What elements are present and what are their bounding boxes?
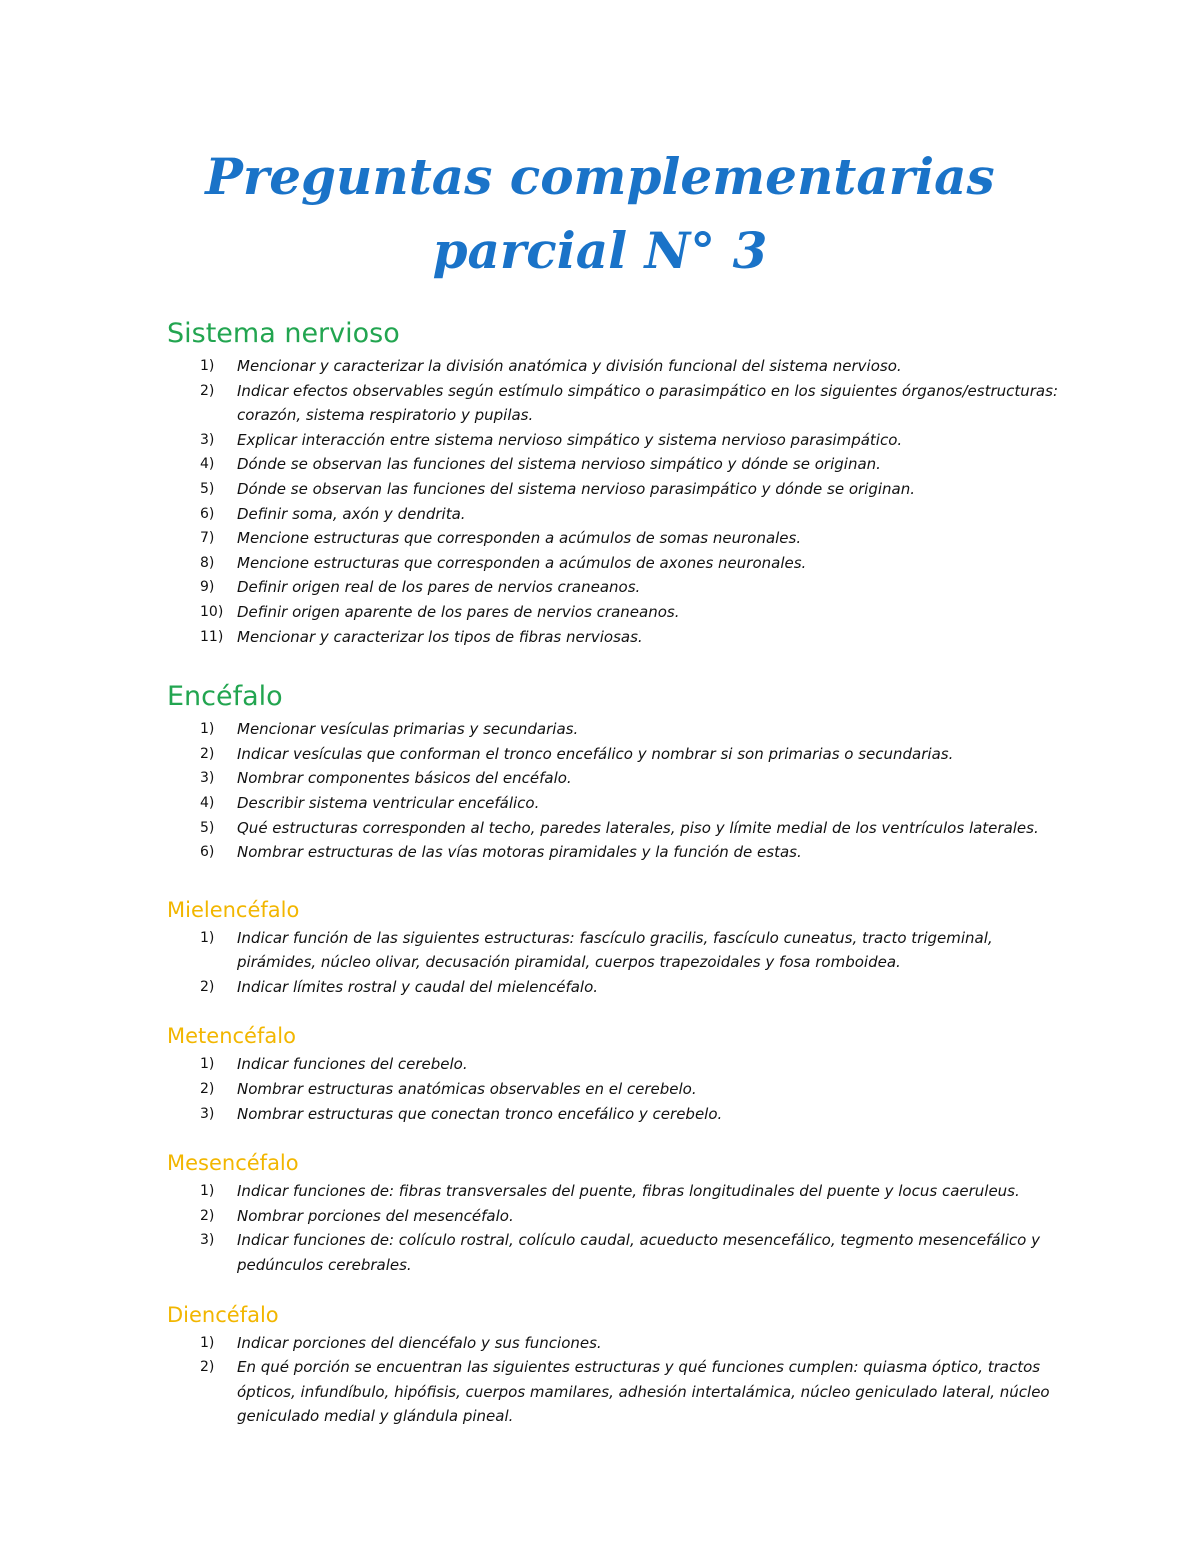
list-item (167, 354, 1067, 379)
section-encefalo (167, 679, 1067, 865)
list-item (167, 551, 1067, 576)
item-text: Dónde se observan las funciones del sistema nervioso simpático y dónde se originan. (237, 455, 881, 474)
document-content (167, 316, 1067, 1451)
list-item (167, 717, 1067, 742)
list-item (167, 791, 1067, 816)
section-heading: Mielencéfalo (167, 897, 300, 922)
question-list (167, 1331, 1067, 1429)
item-number: 2) (200, 1359, 215, 1376)
item-text: Definir soma, axón y dendrita. (237, 504, 466, 523)
item-text: Indicar funciones de: colículo rostral, colículo caudal, acueducto mesencefálico, tegmento mesencefálico y pedúnculos cerebrales. (237, 1231, 1040, 1275)
item-text: Explicar interacción entre sistema nervioso simpático y sistema nervioso parasimpático. (237, 430, 903, 449)
section-mielencefalo (167, 895, 1067, 1000)
item-text: Indicar límites rostral y caudal del mielencéfalo. (237, 977, 599, 996)
item-text: Indicar porciones del diencéfalo y sus funciones. (237, 1333, 602, 1352)
item-text: Nombrar porciones del mesencéfalo. (237, 1206, 514, 1225)
item-text: Mencione estructuras que corresponden a acúmulos de somas neuronales. (237, 529, 802, 548)
item-text: Qué estructuras corresponden al techo, paredes laterales, piso y límite medial de los ventrículos laterales. (237, 818, 1039, 837)
list-item (167, 1355, 1067, 1429)
item-text: Definir origen real de los pares de nervios craneanos. (237, 578, 641, 597)
item-number: 3) (200, 1232, 215, 1249)
list-item (167, 526, 1067, 551)
item-number: 1) (200, 1056, 215, 1073)
list-item (167, 1077, 1067, 1102)
item-number: 1) (200, 721, 215, 738)
item-number: 5) (200, 819, 215, 836)
list-item (167, 816, 1067, 841)
list-item (167, 452, 1067, 477)
list-item (167, 742, 1067, 767)
item-number: 6) (200, 844, 215, 861)
item-number: 3) (200, 431, 215, 448)
item-text: Mencionar y caracterizar los tipos de fibras nerviosas. (237, 627, 643, 646)
question-list (167, 1179, 1067, 1277)
list-item (167, 600, 1067, 625)
item-text: Mencionar y caracterizar la división anatómica y división funcional del sistema nervioso. (237, 357, 902, 375)
item-number: 4) (200, 456, 215, 473)
item-text: Indicar efectos observables según estímulo simpático o parasimpático en los siguientes órganos/estructuras: corazón, sistema respiratorio y pupilas. (237, 381, 1058, 425)
item-number: 2) (200, 1081, 215, 1098)
list-item (167, 1331, 1067, 1356)
section-heading: Diencéfalo (167, 1302, 279, 1327)
item-text: Indicar función de las siguientes estructuras: fascículo gracilis, fascículo cuneatus, tracto trigeminal, pirámides, núcleo olivar, decusación piramidal, cuerpos trapezoidales y fosa romboidea. (237, 928, 993, 972)
item-text: Nombrar estructuras que conectan tronco encefálico y cerebelo. (237, 1104, 723, 1123)
item-number: 1) (200, 1183, 215, 1200)
item-text: En qué porción se encuentran las siguientes estructuras y qué funciones cumplen: quiasma óptico, tractos ópticos, infundíbulo, hipófisis, cuerpos mamilares, adhesión intertalámica, núcleo geniculado lateral, núcleo geniculado medial y glándula pineal. (237, 1358, 1050, 1426)
list-item (167, 477, 1067, 502)
list-item (167, 1102, 1067, 1127)
list-item (167, 502, 1067, 527)
item-number: 9) (200, 579, 215, 596)
item-text: Mencionar vesículas primarias y secundarias. (237, 720, 579, 739)
item-number: 8) (200, 554, 215, 571)
list-item (167, 379, 1067, 428)
item-text: Dónde se observan las funciones del sistema nervioso parasimpático y dónde se originan. (237, 479, 915, 498)
item-number: 11) (200, 628, 224, 645)
section-heading: Mesencéfalo (167, 1151, 299, 1176)
item-text: Definir origen aparente de los pares de nervios craneanos. (237, 602, 680, 621)
item-number: 3) (200, 1105, 215, 1122)
item-number: 2) (200, 1207, 215, 1224)
section-diencefalo (167, 1300, 1067, 1429)
item-number: 2) (200, 745, 215, 762)
section-heading: Encéfalo (167, 681, 283, 713)
item-text: Nombrar estructuras anatómicas observables en el cerebelo. (237, 1080, 697, 1099)
list-item (167, 926, 1067, 975)
page-title-line-1: Preguntas complementarias (205, 147, 995, 206)
list-item (167, 766, 1067, 791)
list-item (167, 1228, 1067, 1277)
item-number: 1) (200, 929, 215, 946)
question-list (167, 926, 1067, 1000)
item-number: 1) (200, 1334, 215, 1351)
item-text: Nombrar estructuras de las vías motoras piramidales y la función de estas. (237, 843, 802, 862)
list-item (167, 975, 1067, 1000)
item-text: Indicar funciones de: fibras transversales del puente, fibras longitudinales del puente y locus caeruleus. (237, 1182, 1020, 1201)
item-number: 3) (200, 770, 215, 787)
list-item (167, 840, 1067, 865)
item-text: Nombrar componentes básicos del encéfalo. (237, 769, 572, 788)
section-sistema-nervioso (167, 316, 1067, 649)
item-number: 10) (200, 603, 224, 620)
section-metencefalo (167, 1021, 1067, 1126)
list-item (167, 625, 1067, 650)
list-item (167, 1179, 1067, 1204)
list-item (167, 575, 1067, 600)
item-number: 5) (200, 480, 215, 497)
item-text: Indicar vesículas que conforman el tronco encefálico y nombrar si son primarias o secundarias. (237, 744, 954, 763)
item-number: 6) (200, 505, 215, 522)
section-mesencefalo (167, 1148, 1067, 1277)
section-heading: Metencéfalo (167, 1024, 296, 1049)
question-list (167, 354, 1067, 649)
item-number: 7) (200, 530, 215, 547)
question-list (167, 1052, 1067, 1126)
item-text: Indicar funciones del cerebelo. (237, 1055, 468, 1074)
item-number: 1) (200, 358, 215, 374)
item-text: Mencione estructuras que corresponden a acúmulos de axones neuronales. (237, 553, 807, 572)
list-item (167, 1204, 1067, 1229)
item-text: Describir sistema ventricular encefálico. (237, 793, 540, 812)
list-item (167, 428, 1067, 453)
section-heading: Sistema nervioso (167, 318, 400, 349)
item-number: 2) (200, 382, 215, 399)
page-title-line-2: parcial N° 3 (432, 221, 768, 280)
list-item (167, 1052, 1067, 1077)
page-title (0, 140, 1200, 288)
question-list (167, 717, 1067, 865)
item-number: 2) (200, 978, 215, 995)
item-number: 4) (200, 794, 215, 811)
